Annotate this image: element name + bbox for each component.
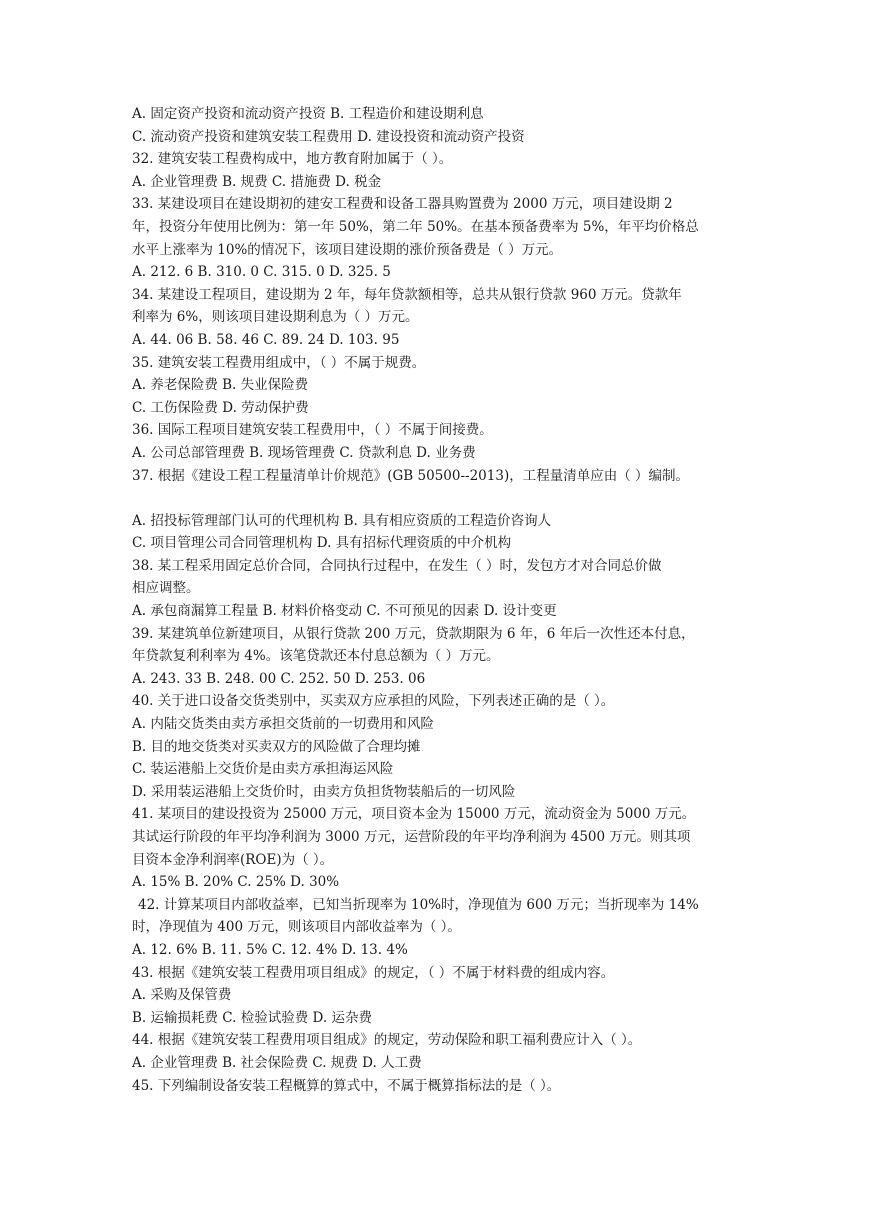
question-42: 42. 计算某项目内部收益率，已知当折现率为 10%时，净现值为 600 万元；当折现率为 14% <box>138 896 699 913</box>
text-line: A. 企业管理费 B. 社会保险费 C. 规费 D. 人工费 <box>132 1054 422 1071</box>
text-line: A. 15% B. 20% C. 25% D. 30% <box>132 874 340 891</box>
text-line: B. 目的地交货类对买卖双方的风险做了合理均摊 <box>132 738 421 755</box>
question-35: 35. 建筑安装工程费用组成中，（ ）不属于规费。 <box>132 354 426 371</box>
question-44: 44. 根据《建筑安装工程费用项目组成》的规定，劳动保险和职工福利费应计入（ ）。 <box>132 1032 642 1049</box>
text-line: C. 工伤保险费 D. 劳动保护费 <box>132 399 309 416</box>
question-43: 43. 根据《建筑安装工程费用项目组成》的规定，（ ）不属于材料费的组成内容。 <box>132 964 615 981</box>
question-36: 36. 国际工程项目建筑安装工程费用中，（ ）不属于间接费。 <box>132 422 493 439</box>
question-34: 34. 某建设工程项目，建设期为 2 年，每年贷款额相等，总共从银行贷款 960 万元。贷款年 <box>132 286 682 303</box>
text-line: 年贷款复利利率为 4%。该笔贷款还本付息总额为（ ）万元。 <box>132 648 500 665</box>
question-45: 45. 下列编制设备安装工程概算的算式中，不属于概算指标法的是（ ）。 <box>132 1077 561 1094</box>
text-line: A. 养老保险费 B. 失业保险费 <box>132 377 309 394</box>
question-38: 38. 某工程采用固定总价合同，合同执行过程中，在发生（ ）时，发包方才对合同总价做 <box>132 557 662 574</box>
text-line: 其试运行阶段的年平均净利润为 3000 万元，运营阶段的年平均净利润为 4500 万元。则其项 <box>132 829 691 845</box>
question-33: 33. 某建设项目在建设期初的建安工程费和设备工器具购置费为 2000 万元，项目建设期 2 <box>132 196 673 213</box>
question-40: 40. 关于进口设备交货类别中，买卖双方应承担的风险，下列表述正确的是（ ）。 <box>132 693 615 710</box>
text-line: C. 项目管理公司合同管理机构 D. 具有招标代理资质的中介机构 <box>132 535 512 552</box>
text-line: A. 12. 6% B. 11. 5% C. 12. 4% D. 13. 4% <box>132 941 408 958</box>
text-line: 目资本金净利润率(ROE)为（ ）。 <box>132 851 334 868</box>
text-line: A. 承包商漏算工程量 B. 材料价格变动 C. 不可预见的因素 D. 设计变更 <box>132 603 557 620</box>
blank-line <box>132 487 752 510</box>
text-line: A. 固定资产投资和流动资产投资 B. 工程造价和建设期利息 <box>132 106 484 122</box>
text-line: A. 采购及保管费 <box>132 987 232 1004</box>
question-32: 32. 建筑安装工程费构成中，地方教育附加属于（ ）。 <box>132 151 453 168</box>
text-line: D. 采用装运港船上交货价时，由卖方负担货物装船后的一切风险 <box>132 783 516 800</box>
question-39: 39. 某建筑单位新建项目，从银行贷款 200 万元，贷款期限为 6 年，6 年后一次性还本付息， <box>132 625 695 642</box>
text-line: 利率为 6%，则该项目建设期利息为（ ）万元。 <box>132 309 419 326</box>
text-line: A. 44. 06 B. 58. 46 C. 89. 24 D. 103. 95 <box>132 331 400 348</box>
document-body <box>132 103 752 1097</box>
text-line: A. 243. 33 B. 248. 00 C. 252. 50 D. 253. 06 <box>132 670 426 687</box>
text-line: 年，投资分年使用比例为：第一年 50%，第二年 50%。在基本预备费率为 5%，年平均价格总 <box>132 218 699 235</box>
text-line: A. 公司总部管理费 B. 现场管理费 C. 贷款利息 D. 业务费 <box>132 444 476 461</box>
text-line: A. 212. 6 B. 310. 0 C. 315. 0 D. 325. 5 <box>132 264 391 281</box>
question-41: 41. 某项目的建设投资为 25000 万元，项目资本金为 15000 万元，流动资金为 5000 万元。 <box>132 806 696 823</box>
text-line: B. 运输损耗费 C. 检验试验费 D. 运杂费 <box>132 1009 372 1026</box>
text-line: A. 招投标管理部门认可的代理机构 B. 具有相应资质的工程造价咨询人 <box>132 512 552 529</box>
text-line: 水平上涨率为 10%的情况下，该项目建设期的涨价预备费是（ ）万元。 <box>132 241 563 258</box>
text-line: A. 内陆交货类由卖方承担交货前的一切费用和风险 <box>132 716 434 733</box>
text-line: A. 企业管理费 B. 规费 C. 措施费 D. 税金 <box>132 173 382 190</box>
question-37: 37. 根据《建设工程工程量清单计价规范》(GB 50500--2013)，工程量清单应由（ ）编制。 <box>132 467 690 484</box>
text-line: C. 装运港船上交货价是由卖方承担海运风险 <box>132 761 394 778</box>
text-line: 时，净现值为 400 万元，则该项目内部收益率为（ ）。 <box>132 919 461 936</box>
text-line: C. 流动资产投资和建筑安装工程费用 D. 建设投资和流动资产投资 <box>132 128 525 145</box>
text-line: 相应调整。 <box>132 580 200 597</box>
